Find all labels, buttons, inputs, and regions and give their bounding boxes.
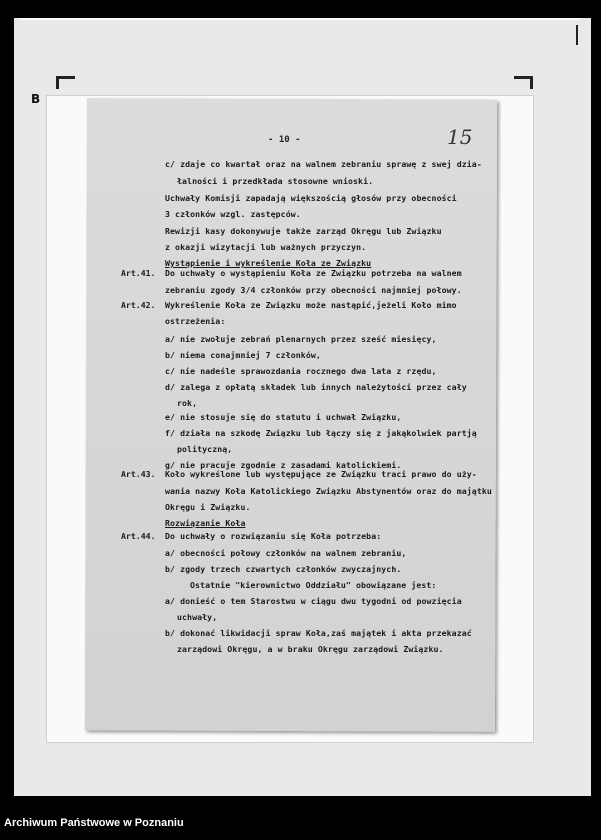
corner-mark-right — [514, 76, 533, 89]
text-line: Koło wykreślone lub występujące ze Związku traci prawo do uży- — [165, 469, 477, 479]
list-item: f/ działa na szkodę Związku lub łączy się z jakąkolwiek partją — [165, 428, 477, 438]
section-heading: Rozwiązanie Koła — [165, 518, 246, 528]
frame-tick — [576, 25, 578, 45]
list-item: c/ nie nadeśle sprawozdania rocznego dwa lata z rzędu, — [165, 366, 437, 376]
list-item: b/ dokonać likwidacji spraw Koła,zaś majątek i akta przekazać — [165, 628, 472, 638]
text-line: Wykreślenie Koła ze Związku może nastąpić,jeżeli Koło mimo — [165, 300, 457, 310]
article-number: Art.41. — [121, 268, 156, 278]
text-line: z okazji wizytacji lub ważnych przyczyn. — [165, 242, 367, 252]
text-line: Rewizji kasy dokonywuje także zarząd Okręgu lub Związku — [165, 226, 442, 236]
list-item: e/ nie stosuje się do statutu i uchwał Związku, — [165, 412, 402, 422]
text-line: Okręgu i Związku. — [165, 502, 251, 512]
text-line: Do uchwały o rozwiązaniu się Koła potrzeba: — [165, 531, 382, 541]
list-item: b/ niema conajmniej 7 członków, — [165, 350, 321, 360]
article-number: Art.42. — [121, 300, 156, 310]
list-item: a/ nie zwołuje zebrań plenarnych przez sześć miesięcy, — [165, 334, 437, 344]
list-item: b/ zgody trzech czwartych członków zwyczajnych. — [165, 564, 402, 574]
text-line: łalności i przedkłada stosowne wnioski. — [177, 176, 374, 186]
list-item: a/ donieść o tem Starostwu w ciągu dwu tygodni od powzięcia — [165, 596, 462, 606]
text-line: wania nazwy Koła Katolickiego Związku Abstynentów oraz do majątku — [165, 486, 492, 496]
text-line: ostrzeżenia: — [165, 316, 226, 326]
list-item-cont: zarządowi Okręgu, a w braku Okręgu zarządowi Związku. — [177, 644, 444, 654]
list-item-cont: polityczną, — [177, 444, 233, 454]
section-heading: Wystąpienie i wykreślenie Koła ze Związku — [165, 258, 372, 268]
list-item-cont: rok, — [177, 398, 198, 408]
list-item: g/ nie pracuje zgodnie z zasadami katolickiemi. — [165, 460, 402, 470]
frame-edge — [20, 18, 580, 20]
handwritten-number: 15 — [447, 125, 473, 149]
article-number: Art.44. — [121, 531, 156, 541]
text-line: c/ zdaje co kwartał oraz na walnem zebraniu sprawę z swej dzia- — [165, 159, 482, 169]
frame-label: B — [31, 92, 41, 106]
corner-mark-left — [56, 76, 75, 89]
list-item: a/ obecności połowy członków na walnem zebraniu, — [165, 548, 407, 558]
archive-caption: Archiwum Państwowe w Poznaniu — [4, 817, 184, 829]
page-number: - 10 - — [268, 135, 301, 145]
article-number: Art.43. — [121, 469, 156, 479]
text-line: Do uchwały o wystąpieniu Koła ze Związku potrzeba na walnem — [165, 268, 462, 278]
text-line: Uchwały Komisji zapadają większością głosów przy obecności — [165, 193, 457, 203]
text-line: 3 członków wzgl. zastępców. — [165, 209, 301, 219]
list-item: d/ zalega z opłatą składek lub innych należytości przez cały — [165, 382, 467, 392]
text-line: Ostatnie "kierownictwo Oddziału" obowiązane jest: — [190, 580, 437, 590]
list-item-cont: uchwały, — [177, 612, 218, 622]
text-line: zebraniu zgody 3/4 członków przy obecności najmniej połowy. — [165, 285, 462, 295]
